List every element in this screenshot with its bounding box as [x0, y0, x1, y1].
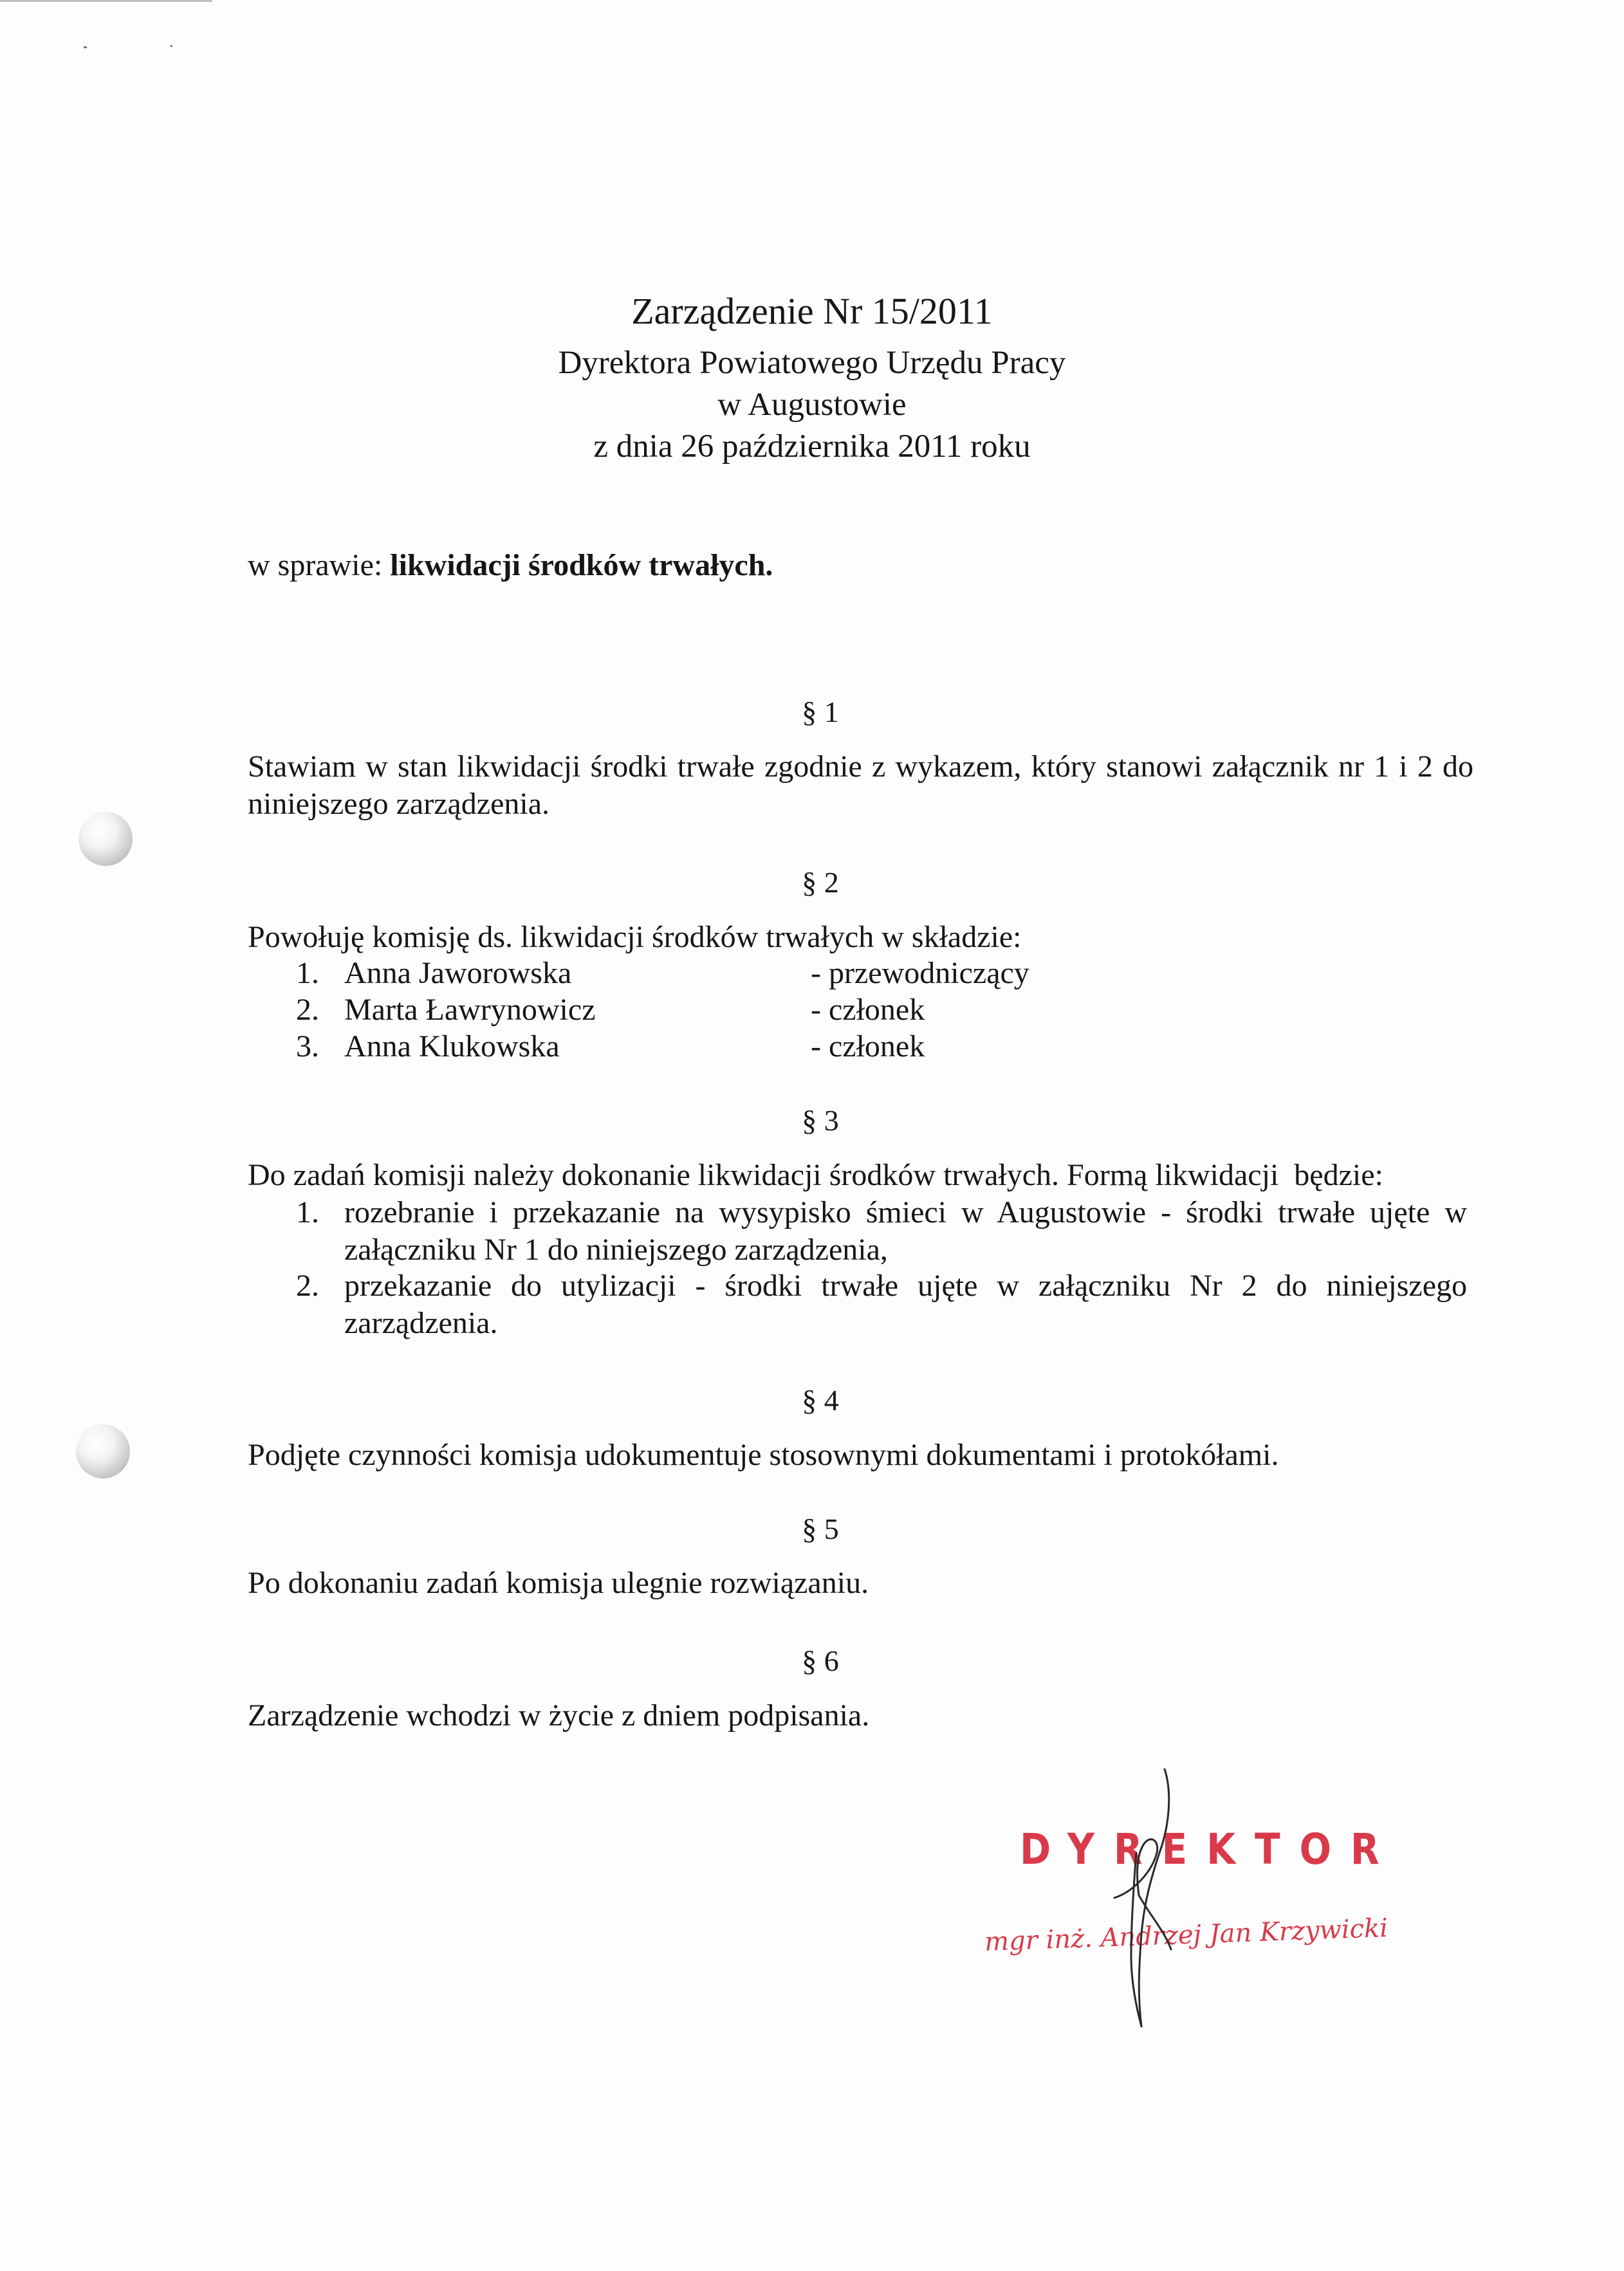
section-4-symbol: § 4 [802, 1384, 839, 1417]
section-3-intro: Do zadań komisji należy dokonanie likwidacji środków trwałych. Formą likwidacji będzie: [248, 1158, 1383, 1192]
stamp-name: mgr inż. Andrzej Jan Krzywicki [984, 1913, 1389, 1957]
punch-hole-top [78, 812, 133, 866]
method-num: 2. [296, 1269, 319, 1303]
signature-icon [1075, 1763, 1216, 2039]
document-title: Zarządzenie Nr 15/2011 [631, 290, 993, 332]
committee-member-role: - przewodniczący [811, 956, 1029, 990]
date-line: z dnia 26 października 2011 roku [593, 428, 1031, 464]
section-6-text: Zarządzenie wchodzi w życie z dniem podpisania. [248, 1698, 870, 1733]
committee-member-num: 3. [296, 1029, 319, 1063]
method-text: przekazanie do utylizacji - środki trwałe ujęte w załączniku Nr 2 do niniejszego zarządzenia. [344, 1269, 1467, 1340]
section-4-text: Podjęte czynności komisja udokumentuje stosownymi dokumentami i protokółami. [248, 1438, 1279, 1472]
scan-edge-line [0, 0, 212, 2]
subject-line [248, 547, 773, 584]
section-5-symbol: § 5 [802, 1512, 839, 1545]
committee-member-role: - członek [811, 1029, 925, 1063]
section-2-symbol: § 2 [802, 866, 839, 899]
committee-member-num: 1. [296, 956, 319, 990]
section-6-symbol: § 6 [802, 1644, 839, 1677]
subject-text: likwidacji środków trwałych. [390, 548, 773, 582]
stamp-title: DYREKTOR [1020, 1825, 1399, 1874]
committee-member-num: 2. [296, 993, 319, 1027]
scan-speck [84, 46, 87, 48]
punch-hole-bottom [76, 1424, 130, 1478]
section-1-text: Stawiam w stan likwidacji środki trwałe zgodnie z wykazem, który stanowi załącznik nr 1 i 2 do niniejszego zarządzenia. [248, 749, 1473, 821]
committee-member-name: Marta Ławrynowicz [344, 993, 596, 1027]
subject-prefix: w sprawie: [248, 548, 383, 582]
location-line: w Augustowie [717, 387, 907, 423]
section-3-symbol: § 3 [802, 1104, 839, 1137]
section-2-intro: Powołuję komisję ds. likwidacji środków trwałych w składzie: [248, 920, 1022, 954]
section-5-text: Po dokonaniu zadań komisja ulegnie rozwiązaniu. [248, 1566, 869, 1600]
scan-speck [171, 45, 172, 47]
method-text: rozebranie i przekazanie na wysypisko śmieci w Augustowie - środki trwałe ujęte w załączniku Nr 1 do niniejszego zarządzenia, [344, 1195, 1467, 1267]
committee-member-role: - członek [811, 993, 925, 1027]
method-num: 1. [296, 1195, 319, 1229]
committee-member-name: Anna Jaworowska [344, 956, 572, 990]
section-1-symbol: § 1 [802, 695, 839, 728]
issuer-line: Dyrektora Powiatowego Urzędu Pracy [558, 345, 1066, 381]
committee-member-name: Anna Klukowska [344, 1029, 560, 1063]
